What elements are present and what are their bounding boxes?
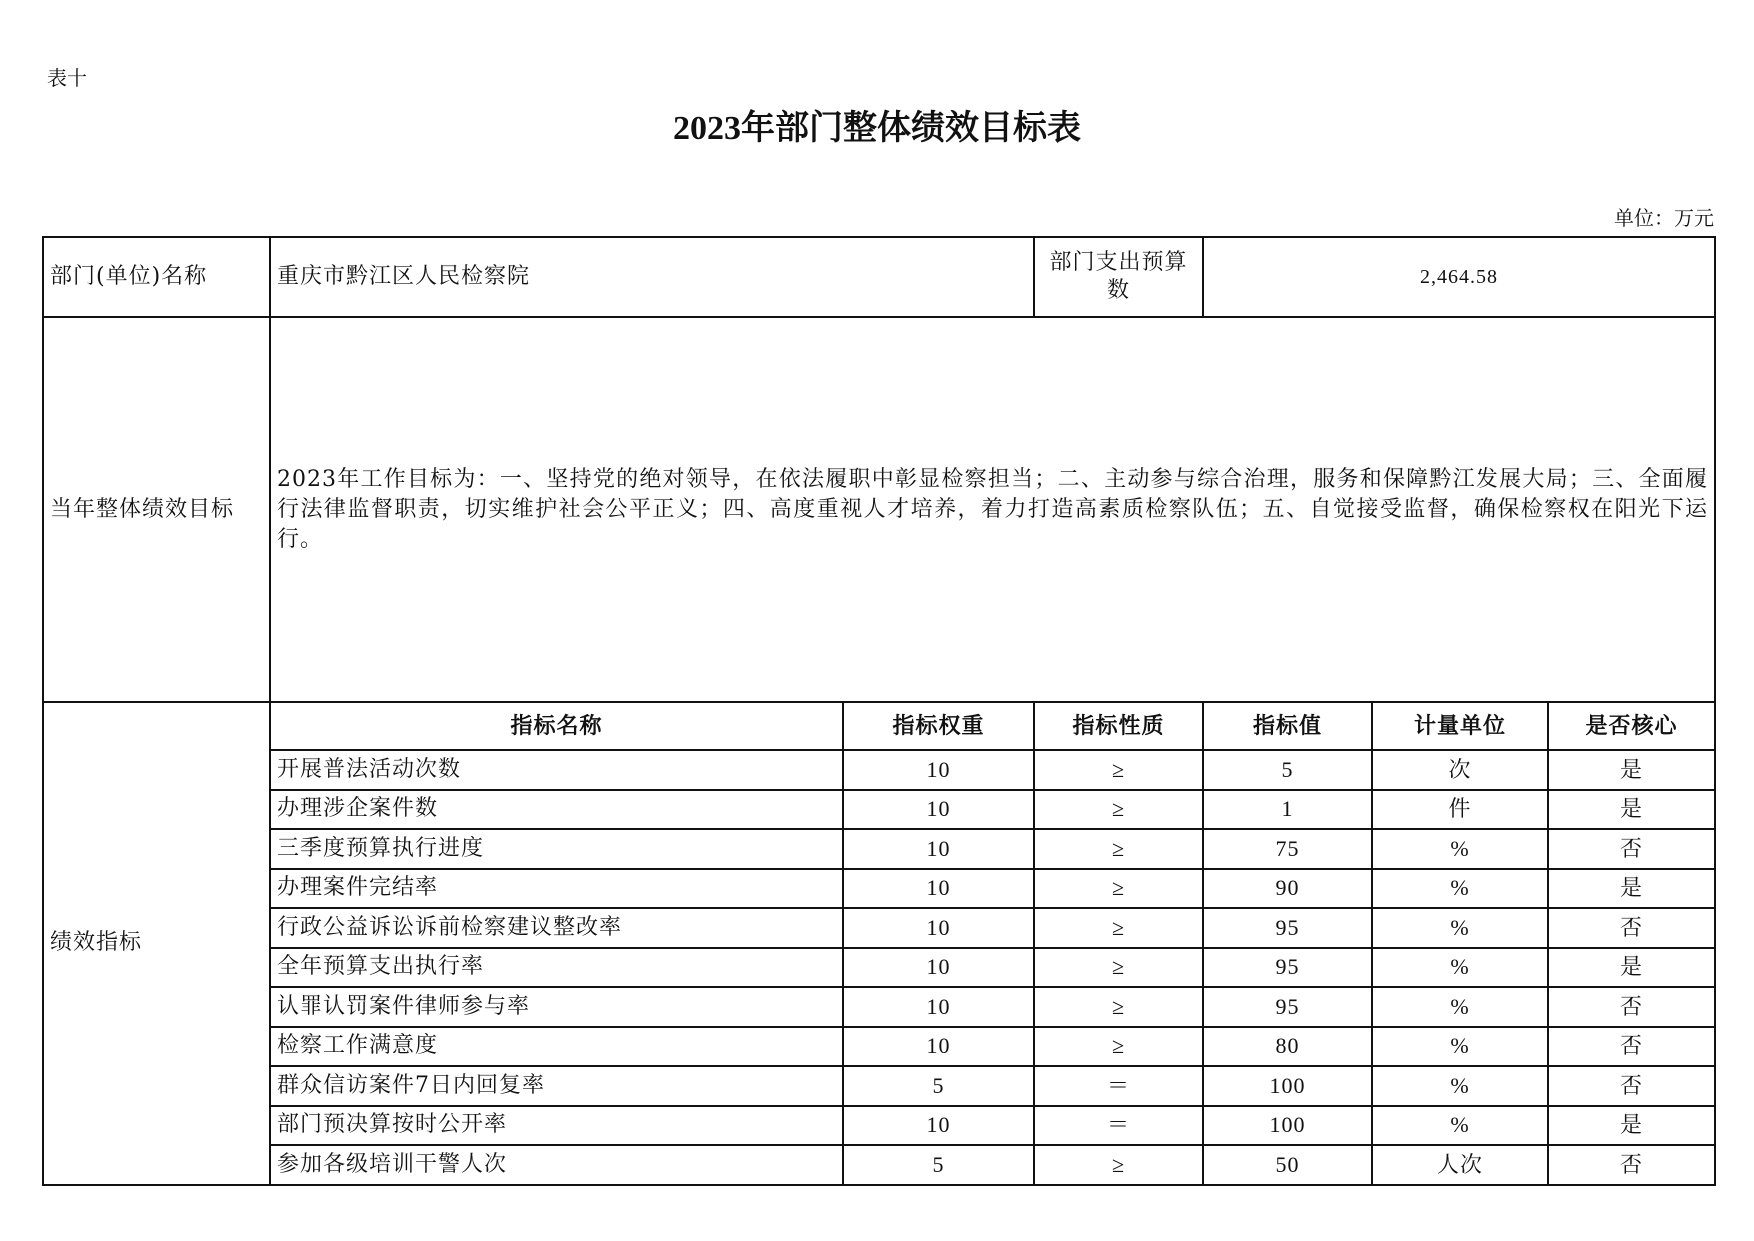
indicator-value: 95 xyxy=(1203,908,1372,948)
indicator-weight: 10 xyxy=(843,869,1034,909)
indicator-unit: % xyxy=(1372,908,1548,948)
indicator-nature: ≥ xyxy=(1034,1145,1203,1185)
goal-label: 当年整体绩效目标 xyxy=(43,317,270,702)
table-row xyxy=(43,1027,1715,1067)
table-row xyxy=(43,987,1715,1027)
indicator-weight: 10 xyxy=(843,829,1034,869)
indicator-nature: ≥ xyxy=(1034,750,1203,790)
indicator-core: 否 xyxy=(1548,908,1715,948)
indicator-weight: 10 xyxy=(843,987,1034,1027)
table-row xyxy=(43,1145,1715,1185)
indicator-weight: 10 xyxy=(843,750,1034,790)
col-header: 指标值 xyxy=(1203,702,1372,750)
indicator-core: 否 xyxy=(1548,987,1715,1027)
indicator-weight: 10 xyxy=(843,1106,1034,1146)
page-title: 2023年部门整体绩效目标表 xyxy=(673,110,1081,147)
indicator-value: 1 xyxy=(1203,790,1372,830)
indicator-name: 认罪认罚案件律师参与率 xyxy=(270,987,843,1027)
indicator-value: 80 xyxy=(1203,1027,1372,1067)
indicator-core: 否 xyxy=(1548,1145,1715,1185)
indicator-weight: 10 xyxy=(843,948,1034,988)
table-number: 表十 xyxy=(47,66,87,90)
indicator-nature: ≥ xyxy=(1034,1027,1203,1067)
goal-row xyxy=(43,317,1715,702)
indicator-name: 检察工作满意度 xyxy=(270,1027,843,1067)
dept-name-value: 重庆市黔江区人民检察院 xyxy=(270,237,1034,317)
performance-target-table xyxy=(42,236,1716,1186)
col-header: 指标性质 xyxy=(1034,702,1203,750)
indicator-name: 群众信访案件7日内回复率 xyxy=(270,1066,843,1106)
col-header: 是否核心 xyxy=(1548,702,1715,750)
indicator-core: 是 xyxy=(1548,1106,1715,1146)
indicator-value: 100 xyxy=(1203,1066,1372,1106)
indicator-core: 是 xyxy=(1548,869,1715,909)
unit-label: 单位：万元 xyxy=(1614,206,1714,230)
goal-text: 2023年工作目标为：一、坚持党的绝对领导，在依法履职中彰显检察担当；二、主动参与综合治理，服务和保障黔江发展大局；三、全面履行法律监督职责，切实维护社会公平正义；四、高度重视人才培养，着力打造高素质检察队伍；五、自觉接受监督，确保检察权在阳光下运行。 xyxy=(270,317,1715,702)
dept-name-label: 部门(单位)名称 xyxy=(43,237,270,317)
indicator-unit: % xyxy=(1372,829,1548,869)
indicator-nature: ≥ xyxy=(1034,790,1203,830)
indicator-unit: % xyxy=(1372,1106,1548,1146)
table-row xyxy=(43,829,1715,869)
indicator-unit: % xyxy=(1372,987,1548,1027)
indicator-core: 是 xyxy=(1548,750,1715,790)
indicator-weight: 5 xyxy=(843,1145,1034,1185)
indicator-value: 95 xyxy=(1203,987,1372,1027)
dept-row xyxy=(43,237,1715,317)
indicator-value: 75 xyxy=(1203,829,1372,869)
indicator-core: 是 xyxy=(1548,948,1715,988)
budget-label: 部门支出预算数 xyxy=(1034,237,1203,317)
indicator-value: 50 xyxy=(1203,1145,1372,1185)
indicator-header-row xyxy=(43,702,1715,750)
table-row xyxy=(43,948,1715,988)
col-header: 指标权重 xyxy=(843,702,1034,750)
indicator-name: 三季度预算执行进度 xyxy=(270,829,843,869)
indicator-nature: ＝ xyxy=(1034,1066,1203,1106)
col-header: 计量单位 xyxy=(1372,702,1548,750)
indicator-nature: ＝ xyxy=(1034,1106,1203,1146)
indicator-nature: ≥ xyxy=(1034,908,1203,948)
indicator-weight: 5 xyxy=(843,1066,1034,1106)
indicator-unit: % xyxy=(1372,869,1548,909)
indicator-unit: % xyxy=(1372,948,1548,988)
indicator-value: 95 xyxy=(1203,948,1372,988)
indicator-weight: 10 xyxy=(843,908,1034,948)
indicator-core: 否 xyxy=(1548,1066,1715,1106)
indicator-name: 办理案件完结率 xyxy=(270,869,843,909)
indicator-unit: 人次 xyxy=(1372,1145,1548,1185)
indicator-weight: 10 xyxy=(843,1027,1034,1067)
table-row xyxy=(43,790,1715,830)
indicator-core: 否 xyxy=(1548,1027,1715,1067)
indicator-unit: % xyxy=(1372,1027,1548,1067)
indicator-weight: 10 xyxy=(843,790,1034,830)
table-row xyxy=(43,750,1715,790)
indicator-value: 5 xyxy=(1203,750,1372,790)
indicator-nature: ≥ xyxy=(1034,948,1203,988)
indicator-name: 办理涉企案件数 xyxy=(270,790,843,830)
indicator-name: 全年预算支出执行率 xyxy=(270,948,843,988)
table-row xyxy=(43,908,1715,948)
indicator-core: 是 xyxy=(1548,790,1715,830)
indicator-value: 100 xyxy=(1203,1106,1372,1146)
indicator-name: 参加各级培训干警人次 xyxy=(270,1145,843,1185)
table-row xyxy=(43,1106,1715,1146)
table-row xyxy=(43,1066,1715,1106)
indicator-unit: 次 xyxy=(1372,750,1548,790)
indicator-unit: % xyxy=(1372,1066,1548,1106)
indicator-nature: ≥ xyxy=(1034,829,1203,869)
indicator-unit: 件 xyxy=(1372,790,1548,830)
indicator-value: 90 xyxy=(1203,869,1372,909)
indicator-nature: ≥ xyxy=(1034,987,1203,1027)
budget-value: 2,464.58 xyxy=(1203,237,1715,317)
col-header: 指标名称 xyxy=(270,702,843,750)
indicator-name: 部门预决算按时公开率 xyxy=(270,1106,843,1146)
indicator-name: 开展普法活动次数 xyxy=(270,750,843,790)
indicators-label: 绩效指标 xyxy=(43,702,270,1185)
indicator-core: 否 xyxy=(1548,829,1715,869)
table-row xyxy=(43,869,1715,909)
indicator-nature: ≥ xyxy=(1034,869,1203,909)
indicator-name: 行政公益诉讼诉前检察建议整改率 xyxy=(270,908,843,948)
